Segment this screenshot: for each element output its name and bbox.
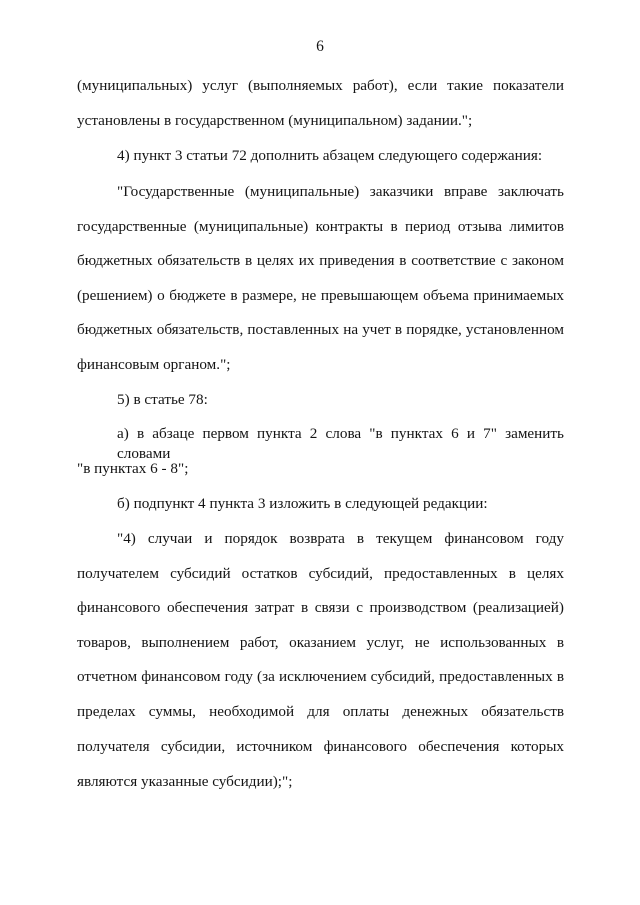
text-line: а) в абзаце первом пункта 2 слова "в пунктах 6 и 7" заменить словами [117,425,564,462]
text-line: (муниципальных) услуг (выполняемых работ), если такие показатели [77,77,564,94]
text-line: бюджетных обязательств, поставленных на учет в порядке, установленном [77,321,564,338]
text-line: 4) пункт 3 статьи 72 дополнить абзацем следующего содержания: [117,147,543,164]
text-line: финансовым органом."; [77,356,231,373]
text-line: бюджетных обязательств в целях их приведения в соответствие с законом [77,252,564,269]
text-line: получателем субсидий остатков субсидий, предоставленных в целях [77,565,564,582]
text-line: (решением) о бюджете в размере, не превышающем объема принимаемых [77,287,564,304]
text-line: являются указанные субсидии);"; [77,773,293,790]
text-line: пределах суммы, необходимой для оплаты денежных обязательств [77,703,564,720]
page-number: 6 [316,38,324,55]
text-line: б) подпункт 4 пункта 3 изложить в следующей редакции: [117,495,488,512]
text-line: "Государственные (муниципальные) заказчики вправе заключать [117,183,564,200]
text-line: "в пунктах 6 - 8"; [77,460,189,477]
text-line: отчетном финансовом году (за исключением субсидий, предоставленных в [77,668,564,685]
text-line: товаров, выполнением работ, оказанием услуг, не использованных в [77,634,564,651]
text-line: государственные (муниципальные) контракты в период отзыва лимитов [77,218,564,235]
text-line: установлены в государственном (муниципальном) задании."; [77,112,473,129]
text-line: получателя субсидии, источником финансового обеспечения которых [77,738,564,755]
text-line: финансового обеспечения затрат в связи с производством (реализацией) [77,599,564,616]
text-line: "4) случаи и порядок возврата в текущем финансовом году [117,530,564,547]
text-line: 5) в статье 78: [117,391,208,408]
